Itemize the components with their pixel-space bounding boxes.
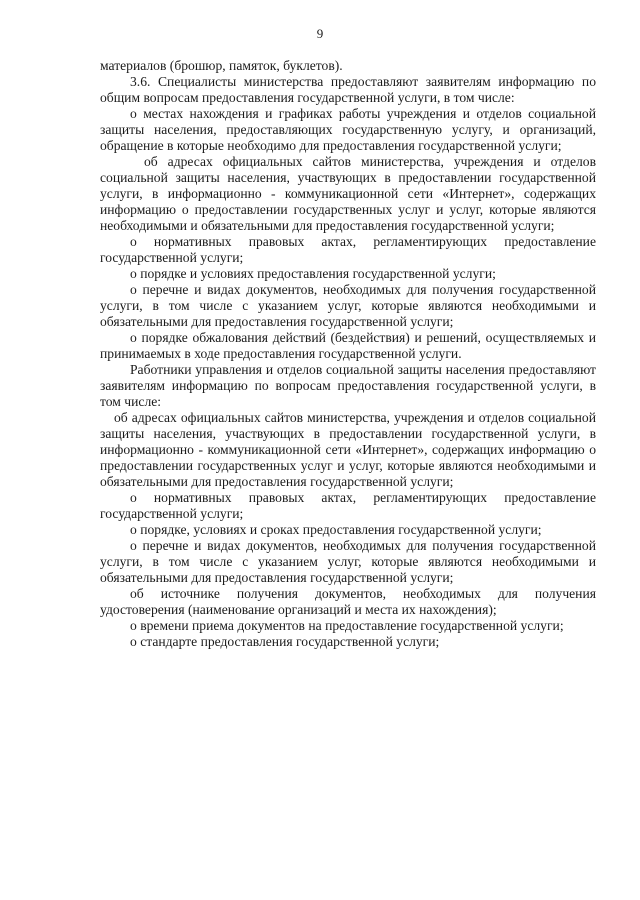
paragraph-6: о порядке и условиях предоставления государственной услуги; <box>130 266 496 281</box>
paragraph-11: о нормативных правовых актах, регламентирующих предоставление государственной услуги; <box>100 490 596 521</box>
paragraph-3: о местах нахождения и графиках работы учреждения и отделов социальной защиты населения, предоставляющих государственную услугу, и организаций, обращение в которые необходимо для предоставления государственной услуги; <box>100 106 596 153</box>
paragraph-2: 3.6. Специалисты министерства предоставляют заявителям информацию по общим вопросам предоставления государственной услуги, в том числе: <box>100 74 596 105</box>
paragraph-10: об адресах официальных сайтов министерства, учреждения и отделов социальной защиты населения, участвующих в предоставлении государственной услуги, в информационно - коммуникационной сети «Интернет», содержащих информацию о предоставлении государственных услуг и услуг, которые являются необходимыми и обязательными для предоставления государственной услуги; <box>100 410 596 489</box>
paragraph-16: о стандарте предоставления государственной услуги; <box>130 634 440 649</box>
paragraph-14: об источнике получения документов, необходимых для получения удостоверения (наименование организаций и места их нахождения); <box>100 586 596 617</box>
document-body <box>100 58 596 650</box>
paragraph-15: о времени приема документов на предоставление государственной услуги; <box>130 618 564 633</box>
paragraph-8: о порядке обжалования действий (бездействия) и решений, осуществляемых и принимаемых в ходе предоставления государственной услуги. <box>100 330 596 361</box>
page-number: 9 <box>316 26 324 41</box>
paragraph-9: Работники управления и отделов социальной защиты населения предоставляют заявителям информацию по вопросам предоставления государственной услуги, в том числе: <box>100 362 596 409</box>
paragraph-13: о перечне и видах документов, необходимых для получения государственной услуги, в том числе с указанием услуг, которые являются необходимыми и обязательными для предоставления государственной услуги; <box>100 538 596 585</box>
paragraph-5: о нормативных правовых актах, регламентирующих предоставление государственной услуги; <box>100 234 596 265</box>
paragraph-7: о перечне и видах документов, необходимых для получения государственной услуги, в том числе с указанием услуг, которые являются необходимыми и обязательными для предоставления государственной услуги; <box>100 282 596 329</box>
paragraph-12: о порядке, условиях и сроках предоставления государственной услуги; <box>130 522 542 537</box>
paragraph-4: об адресах официальных сайтов министерства, учреждения и отделов социальной защиты населения, участвующих в предоставлении государственной услуги, в информационно - коммуникационной сети «Интернет», содержащих информацию о предоставлении государственных услуг и услуг, которые являются необходимыми и обязательными для предоставления государственной услуги; <box>100 154 596 233</box>
paragraph-1: материалов (брошюр, памяток, буклетов). <box>100 58 343 73</box>
